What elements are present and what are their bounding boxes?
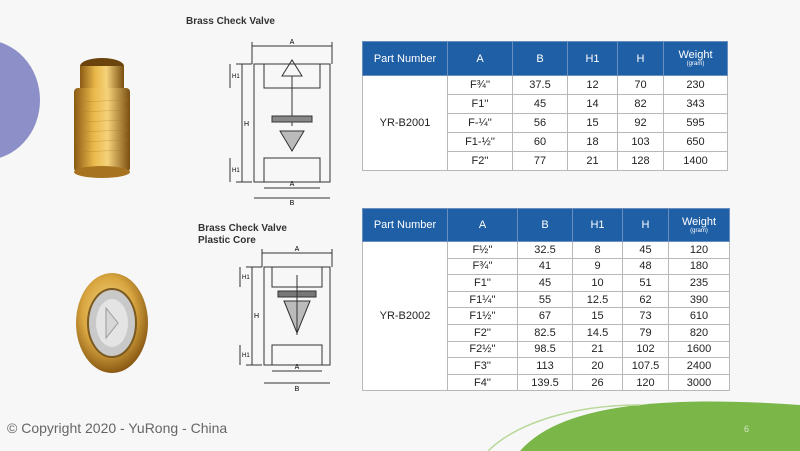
table-cell: 820 (669, 324, 730, 341)
table-cell: 343 (664, 95, 728, 114)
table-cell: 37.5 (513, 76, 568, 95)
table-cell: 67 (518, 308, 573, 325)
table-cell: 230 (664, 76, 728, 95)
table-cell: 73 (623, 308, 669, 325)
table-cell: F1¼'' (448, 291, 518, 308)
table-cell: 45 (513, 95, 568, 114)
table-cell: 610 (669, 308, 730, 325)
section2-title (198, 223, 287, 247)
table-cell: 113 (518, 358, 573, 375)
weight-unit: (gram) (690, 227, 708, 234)
dim-b-label-1: B (289, 200, 295, 206)
dim-h-label-1: H (244, 121, 250, 128)
section1-title: Brass Check Valve (186, 16, 275, 27)
copyright-footer: © Copyright 2020 - YuRong - China (7, 420, 228, 436)
table-cell: F¾'' (448, 76, 513, 95)
spec-table-1 (362, 41, 728, 171)
col-b: B (518, 209, 573, 242)
table-cell: F2'' (448, 152, 513, 171)
table-cell: 55 (518, 291, 573, 308)
part-number-cell: YR-B2002 (363, 242, 448, 391)
table-cell: 32.5 (518, 242, 573, 259)
table-cell: 1600 (669, 341, 730, 358)
weight-unit: (gram) (686, 61, 705, 67)
table-cell: 235 (669, 275, 730, 292)
table-cell: 8 (573, 242, 623, 259)
table2-body (363, 242, 730, 391)
dim-h1-label-2b: H1 (242, 353, 250, 359)
table-cell: 650 (664, 133, 728, 152)
dim-a-label-2b: A (294, 364, 300, 371)
table-cell: 92 (618, 114, 664, 133)
table-cell: 21 (568, 152, 618, 171)
table-cell: 139.5 (518, 374, 573, 391)
table-cell: 51 (623, 275, 669, 292)
table-cell: 21 (573, 341, 623, 358)
table-cell: F2½'' (448, 341, 518, 358)
dim-h-label-2: H (254, 313, 260, 320)
table-cell: 26 (573, 374, 623, 391)
table-cell: 390 (669, 291, 730, 308)
table-cell: 2400 (669, 358, 730, 375)
table1-header-row (363, 42, 728, 76)
table-cell: 1400 (664, 152, 728, 171)
table-cell: 3000 (669, 374, 730, 391)
table-cell: 14.5 (573, 324, 623, 341)
dim-h1-label-2a: H1 (242, 275, 250, 281)
table-cell: F1½'' (448, 308, 518, 325)
table-cell: 48 (623, 258, 669, 275)
table-cell: 56 (513, 114, 568, 133)
table-cell: F4'' (448, 374, 518, 391)
table-cell: F-¼'' (448, 114, 513, 133)
table-row (363, 242, 730, 259)
table-cell: F1'' (448, 95, 513, 114)
table-cell: 82 (618, 95, 664, 114)
table-cell: 12.5 (573, 291, 623, 308)
col-h: H (618, 42, 664, 76)
dim-a-label-1b: A (289, 181, 295, 188)
table-cell: 70 (618, 76, 664, 95)
table-cell: F½'' (448, 242, 518, 259)
col-weight (669, 209, 730, 242)
table-cell: 77 (513, 152, 568, 171)
table-cell: 120 (623, 374, 669, 391)
table-cell: 60 (513, 133, 568, 152)
table-cell: 98.5 (518, 341, 573, 358)
table-cell: 79 (623, 324, 669, 341)
table-cell: 14 (568, 95, 618, 114)
dim-a-label-2: A (294, 246, 300, 253)
col-b: B (513, 42, 568, 76)
page-number: 6 (744, 424, 750, 434)
table-row (363, 76, 728, 95)
part-number-cell: YR-B2001 (363, 76, 448, 171)
table2-header-row (363, 209, 730, 242)
table-cell: 12 (568, 76, 618, 95)
table-cell: 103 (618, 133, 664, 152)
table-cell: F1'' (448, 275, 518, 292)
table-cell: 18 (568, 133, 618, 152)
table-cell: F1-½'' (448, 133, 513, 152)
col-h1: H1 (568, 42, 618, 76)
section2-title-line1: Brass Check Valve (198, 223, 287, 234)
table-cell: 595 (664, 114, 728, 133)
table-cell: 15 (568, 114, 618, 133)
table-cell: 45 (623, 242, 669, 259)
weight-label: Weight (678, 49, 713, 61)
dim-h1-label-1b: H1 (232, 168, 240, 174)
table-cell: 102 (623, 341, 669, 358)
valve-section-drawing-1 (222, 36, 342, 206)
table-cell: 120 (669, 242, 730, 259)
col-a: A (448, 42, 513, 76)
plastic-core-valve-photo (72, 268, 152, 378)
table-cell: 107.5 (623, 358, 669, 375)
col-h: H (623, 209, 669, 242)
dim-h1-label-1a: H1 (232, 74, 240, 80)
table-cell: 45 (518, 275, 573, 292)
table-cell: 41 (518, 258, 573, 275)
table-cell: 20 (573, 358, 623, 375)
brass-check-valve-photo (62, 52, 142, 182)
table-cell: 180 (669, 258, 730, 275)
col-a: A (448, 209, 518, 242)
table-cell: F2'' (448, 324, 518, 341)
section2-title-line2: Plastic Core (198, 235, 256, 246)
weight-label: Weight (681, 215, 717, 228)
table-cell: 128 (618, 152, 664, 171)
col-part-number: Part Number (363, 209, 448, 242)
table-cell: 82.5 (518, 324, 573, 341)
spec-table-2 (362, 208, 730, 391)
dim-b-label-2: B (294, 386, 300, 393)
table-cell: 10 (573, 275, 623, 292)
col-part-number: Part Number (363, 42, 448, 76)
table-cell: 9 (573, 258, 623, 275)
table-cell: 15 (573, 308, 623, 325)
dim-a-label-1: A (289, 39, 295, 46)
col-weight (664, 42, 728, 76)
table-cell: F¾'' (448, 258, 518, 275)
table-cell: F3'' (448, 358, 518, 375)
col-h1: H1 (573, 209, 623, 242)
valve-section-drawing-2 (232, 245, 344, 395)
table-cell: 62 (623, 291, 669, 308)
